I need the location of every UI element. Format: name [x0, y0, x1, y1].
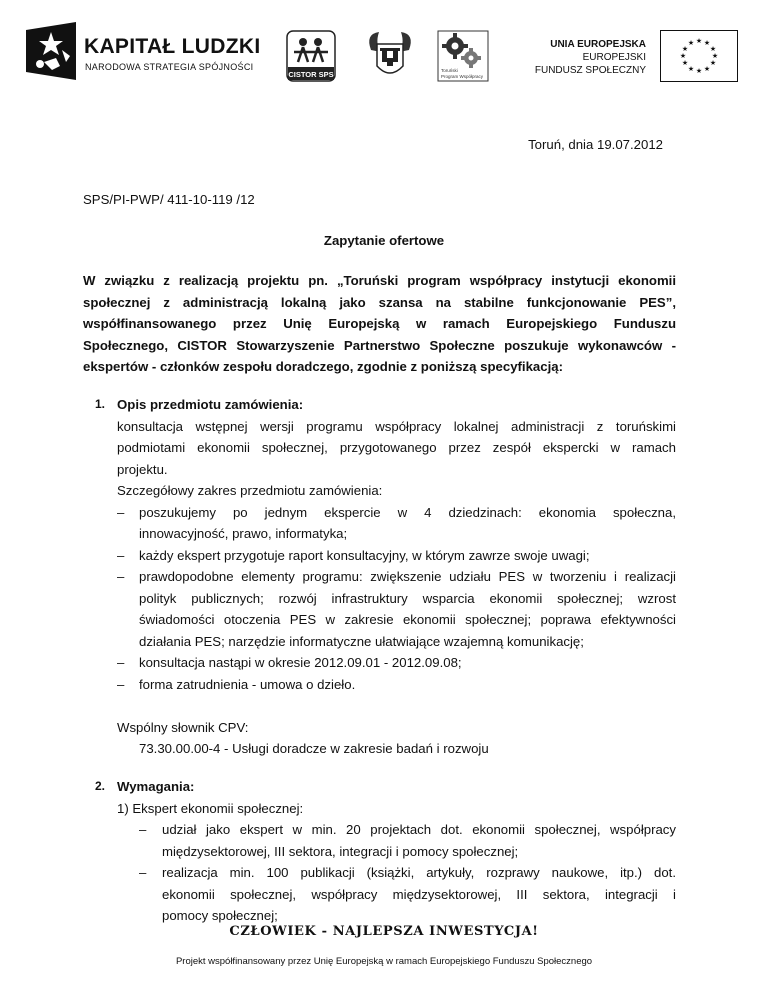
bullet-line: poszukujemy po jednym ekspercie w 4 dziedzinach: ekonomia społeczna, — [139, 505, 676, 520]
dash-bullet: – — [117, 677, 125, 692]
gear-logo-label-2: Program Współpracy — [441, 74, 484, 79]
bullet-line: działania PES; narzędzie informatyczne ułatwiające wzajemną komunikację; — [139, 634, 584, 649]
intro-line: W związku z realizacją projektu pn. „Toruński program współpracy instytucji ekonomii — [83, 273, 676, 288]
svg-text:★: ★ — [687, 65, 695, 73]
svg-text:★: ★ — [703, 39, 711, 47]
section-1-scope: Szczegółowy zakres przedmiotu zamówienia: — [117, 483, 383, 498]
dash-bullet: – — [117, 505, 125, 520]
bullet-line: innowacyjność, prawo, informatyka; — [139, 526, 348, 541]
svg-text:★: ★ — [709, 59, 717, 67]
dash-bullet: – — [139, 822, 147, 837]
dash-bullet: – — [117, 569, 125, 584]
requirement-line: realizacja min. 100 publikacji (książki, artykuły, rozprawy naukowe, itp.) dot. — [162, 865, 676, 880]
reference-number: SPS/PI-PWP/ 411-10-119 /12 — [83, 192, 255, 207]
bullet-line: forma zatrudnienia - umowa o dzieło. — [139, 677, 356, 692]
svg-text:★: ★ — [695, 67, 703, 75]
cistor-logo — [284, 30, 338, 82]
cpv-value: 73.30.00.00-4 - Usługi doradcze w zakresie badań i rozwoju — [139, 741, 489, 756]
intro-line: Społecznego, CISTOR Stowarzyszenie Partnerstwo Społeczne poszukuje wykonawców - — [83, 338, 676, 353]
bullet-line: świadomości otoczenia PES w zakresie ekonomii społecznej; poprawa efektywności — [139, 612, 676, 627]
svg-text:★: ★ — [687, 39, 695, 47]
document-date: Toruń, dnia 19.07.2012 — [528, 137, 663, 152]
section-1-number: 1. — [95, 397, 106, 411]
svg-text:★: ★ — [679, 52, 687, 60]
intro-line: współfinansowanego przez Unię Europejską w ramach Europejskiego Funduszu — [83, 316, 676, 331]
document-title: Zapytanie ofertowe — [323, 233, 445, 248]
svg-text:★: ★ — [711, 52, 719, 60]
section-2-subsection: 1) Ekspert ekonomii społecznej: — [117, 801, 304, 816]
eu-flag-icon — [660, 30, 738, 82]
eu-line-3: FUNDUSZ SPOŁECZNY — [534, 65, 646, 76]
requirement-line: pomocy społecznej; — [162, 908, 278, 923]
kapital-ludzki-title: KAPITAŁ LUDZKI — [84, 35, 261, 58]
section-1-para-line: projektu. — [117, 462, 168, 477]
dash-bullet: – — [139, 865, 147, 880]
dash-bullet: – — [117, 548, 125, 563]
svg-text:★: ★ — [695, 37, 703, 45]
section-1-para-line: konsultacja wstępnej wersji programu współpracy lokalnej administracji z toruńskimi — [117, 419, 676, 434]
section-2-number: 2. — [95, 779, 106, 793]
torun-coat-of-arms-icon — [365, 30, 415, 82]
section-2-title: Wymagania: — [117, 779, 195, 794]
kapital-ludzki-logo — [26, 22, 76, 80]
bullet-line: polityk publicznych; rozwój infrastruktury wsparcia ekonomii społecznej; wzrost — [139, 591, 676, 606]
requirement-line: międzysektorowej, III sektora, integracji i pomocy społecznej; — [162, 844, 519, 859]
bullet-line: każdy ekspert przygotuje raport konsultacyjny, w którym zawrze swoje uwagi; — [139, 548, 590, 563]
eu-text-block — [535, 38, 646, 77]
svg-text:★: ★ — [709, 45, 717, 53]
requirement-line: udział jako ekspert w min. 20 projektach dot. ekonomii społecznej, współpracy — [162, 822, 676, 837]
section-1-para-line: podmiotami ekonomii społecznej, przygotowanego przez zespół ekspercki w ramach — [117, 440, 676, 455]
requirement-line: ekonomii społecznej, współpracy międzysektorowej, III sektora, integracji i — [162, 887, 676, 902]
kapital-ludzki-subtitle: NARODOWA STRATEGIA SPÓJNOŚCI — [85, 62, 254, 72]
eu-line-1: UNIA EUROPEJSKA — [550, 39, 646, 50]
footer-note: Projekt współfinansowany przez Unię Europejską w ramach Europejskiego Funduszu Społecznego — [175, 956, 593, 967]
footer-slogan: CZŁOWIEK - NAJLEPSZA INWESTYCJA! — [229, 924, 539, 939]
svg-text:★: ★ — [703, 65, 711, 73]
svg-text:★: ★ — [681, 59, 689, 67]
bullet-line: konsultacja nastąpi w okresie 2012.09.01 - 2012.09.08; — [139, 655, 462, 670]
svg-text:★: ★ — [681, 45, 689, 53]
intro-line: społecznej z administracją lokalną jako szansa na stabilne funkcjonowanie PES”, — [83, 295, 676, 310]
bullet-line: prawdopodobne elementy programu: zwiększenie udziału PES w tworzeniu i realizacji — [139, 569, 676, 584]
gear-logo-label-1: Toruński — [441, 68, 458, 73]
cistor-logo-label: CISTOR SPS — [288, 70, 334, 79]
section-1-title: Opis przedmiotu zamówienia: — [117, 397, 304, 412]
eu-line-2: EUROPEJSKI — [582, 52, 646, 63]
dash-bullet: – — [117, 655, 125, 670]
intro-line: ekspertów - członków zespołu doradczego, zgodnie z poniższą specyfikacją: — [83, 359, 563, 374]
program-wspolpracy-gear-logo — [437, 30, 489, 82]
cpv-label: Wspólny słownik CPV: — [117, 720, 249, 735]
